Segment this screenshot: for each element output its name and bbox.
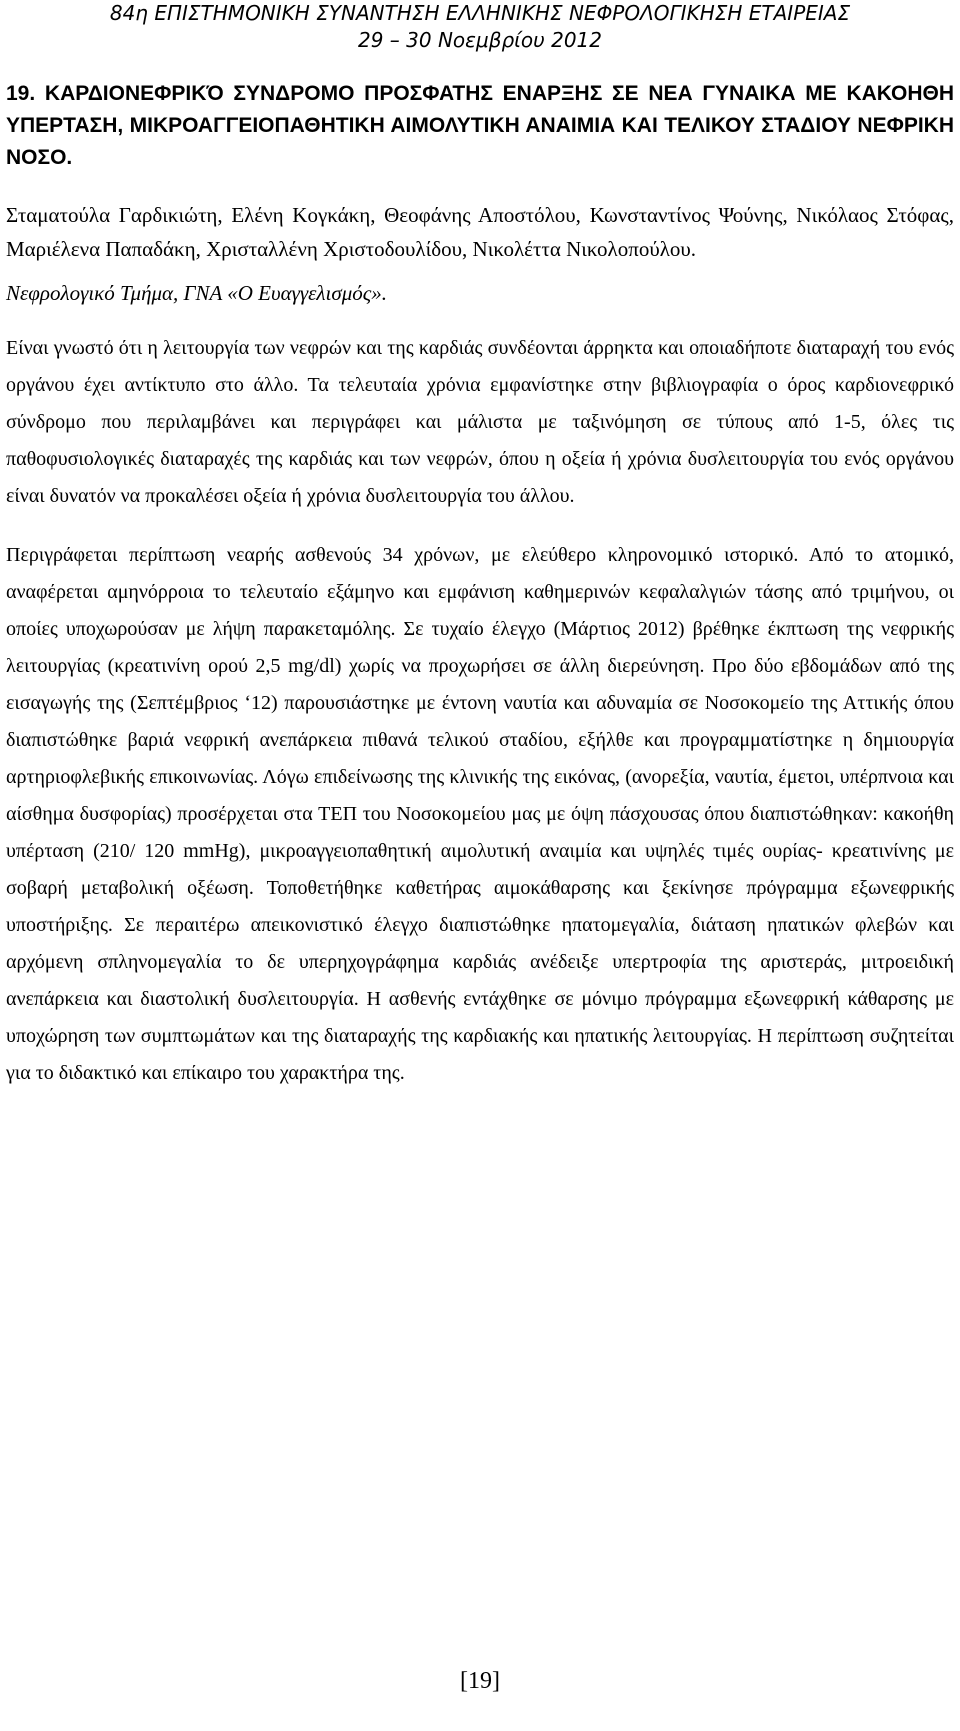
page-number: [19]: [460, 1668, 500, 1694]
paragraph-case-report: Περιγράφεται περίπτωση νεαρής ασθενούς 34 χρόνων, με ελεύθερο κληρονομικό ιστορικό. Από το ατομικό, αναφέρεται αμηνόρροια το τελευταίο εξάμηνο και εμφάνιση καθημερινών κεφαλαλγιών τάσης από τριμήνου, οι οποίες υποχωρούσαν με λήψη παρακεταμόλης. Σε τυχαίο έλεγχο (Μάρτιος 2012) βρέθηκε έκπτωση της νεφρικής λειτουργίας (κρεατινίνη ορού 2,5 mg/dl) χωρίς να προχωρήσει σε άλλη διερεύνηση. Προ δύο εβδομάδων από της εισαγωγής της (Σεπτέμβριος ‘12) παρουσιάστηκε με έντονη ναυτία και αδυναμία σε Νοσοκομείο της Αττικής όπου διαπιστώθηκε βαριά νεφρική ανεπάρκεια πιθανά τελικού σταδίου, εξήλθε και προγραμματίστηκε η δημιουργία αρτηριοφλεβικής επικοινωνίας. Λόγω επιδείνωσης της κλινικής της εικόνας, (ανορεξία, ναυτία, έμετοι, υπέρπνοια και αίσθημα δυσφορίας) προσέρχεται στα ΤΕΠ του Νοσοκομείου μας με όψη πάσχουσας όπου διαπιστώθηκαν: κακοήθη υπέρταση (210/ 120 mmHg), μικροαγγειοπαθητική αιμολυτική αναιμία και υψηλές τιμές ουρίας- κρεατινίνης με σοβαρή μεταβολική οξέωση. Τοποθετήθηκε καθετήρας αιμοκάθαρσης και ξεκίνησε πρόγραμμα εξωνεφρικής υποστήριξης. Σε περαιτέρω απεικονιστικό έλεγχο διαπιστώθηκε ηπατομεγαλία, διάταση ηπατικών φλεβών και αρχόμενη σπληνομεγαλία το δε υπερηχογράφημα καρδιάς ανέδειξε υπερτροφία της αριστεράς, μιτροειδική ανεπάρκεια και διαστολική δυσλειτουργία. Η ασθενής εντάχθηκε σε μόνιμο πρόγραμμα εξωνεφρική κάθαρσης με υποχώρηση των συμπτωμάτων και της διαταραχής της καρδιακής και ηπατικής λειτουργίας. Η περίπτωση συζητείται για το διδακτικό και επίκαιρο του χαρακτήρα της.: [6, 544, 954, 1084]
conference-header-date: 29 – 30 Νοεμβρίου 2012: [358, 28, 602, 52]
author-list: Σταματούλα Γαρδικιώτη, Ελένη Κογκάκη, Θεοφάνης Αποστόλου, Κωνσταντίνος Ψούνης, Νικόλαος Στόφας, Μαριέλενα Παπαδάκη, Χρισταλλένη Χριστοδουλίδου, Νικολέττα Νικολοπούλου.: [6, 203, 954, 261]
affiliation: Νεφρολογικό Τμήμα, ΓΝΑ «Ο Ευαγγελισμός».: [6, 281, 388, 305]
paragraph-introduction: Είναι γνωστό ότι η λειτουργία των νεφρών και της καρδιάς συνδέονται άρρηκτα και οποιαδήποτε διαταραχή του ενός οργάνου έχει αντίκτυπο στο άλλο. Τα τελευταία χρόνια εμφανίστηκε στην βιβλιογραφία ο όρος καρδιονεφρικό σύνδρομο που περιλαμβάνει και περιγράφει και μάλιστα με ταξινόμηση σε τύπους από 1-5, όλες τις παθοφυσιολογικές διαταραχές της καρδιάς και των νεφρών, όπου η οξεία ή χρόνια δυσλειτουργία του ενός οργάνου είναι δυνατόν να προκαλέσει οξεία ή χρόνια δυσλειτουργία του άλλου.: [6, 337, 954, 507]
conference-header-title: 84η ΕΠΙΣΤΗΜΟΝΙΚΗ ΣΥΝΑΝΤΗΣΗ ΕΛΛΗΝΙΚΗΣ ΝΕΦΡΟΛΟΓΙΚΗΣΗ ΕΤΑΙΡΕΙΑΣ: [109, 1, 851, 25]
article-title: 19. ΚΑΡΔΙΟΝΕΦΡΙΚΌ ΣΥΝΔΡΟΜΟ ΠΡΟΣΦΑΤΗΣ ΕΝΑΡΞΗΣ ΣΕ ΝΕΑ ΓΥΝΑΙΚΑ ΜΕ ΚΑΚΟΗΘΗ ΥΠΕΡΤΑΣΗ, ΜΙΚΡΟΑΓΓΕΙΟΠΑΘΗΤΙΚΗ ΑΙΜΟΛΥΤΙΚΗ ΑΝΑΙΜΙΑ ΚΑΙ ΤΕΛΙΚΟΥ ΣΤΑΔΙΟΥ ΝΕΦΡΙΚΗ ΝΟΣΟ.: [6, 82, 954, 169]
article-body: [6, 78, 954, 1092]
